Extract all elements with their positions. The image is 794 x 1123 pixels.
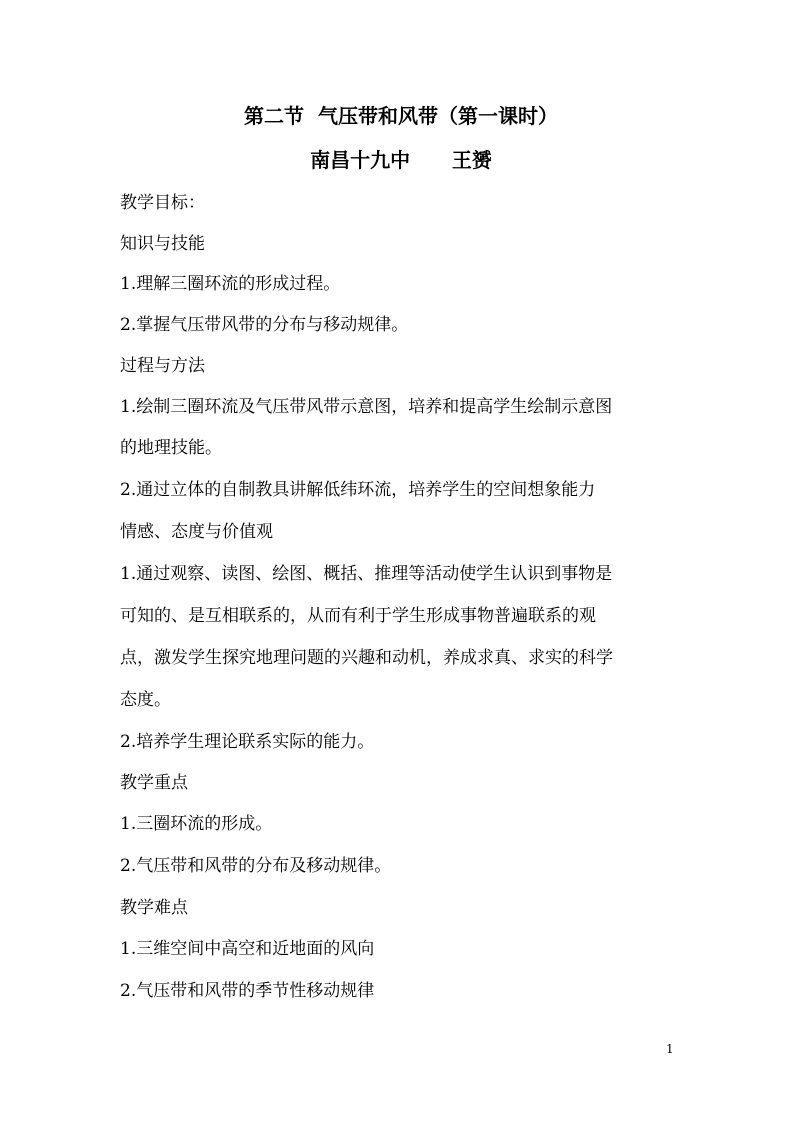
list-item: 1.通过观察、读图、绘图、概括、推理等活动使学生认识到事物是: [120, 564, 613, 584]
list-item: 2.掌握气压带风带的分布与移动规律。: [120, 315, 409, 335]
section-heading-teaching-objectives: 教学目标：: [120, 193, 205, 213]
list-item-continuation: 的地理技能。: [120, 438, 222, 458]
section-heading-teaching-focus: 教学重点: [120, 773, 188, 793]
subheading-knowledge-skills: 知识与技能: [120, 234, 205, 254]
list-item: 1.绘制三圈环流及气压带风带示意图，培养和提高学生绘制示意图: [120, 397, 613, 417]
list-item: 2.培养学生理论联系实际的能力。: [120, 732, 375, 752]
list-item-continuation: 可知的、是互相联系的，从而有利于学生形成事物普遍联系的观: [120, 606, 596, 626]
list-item-continuation: 点，激发学生探究地理问题的兴趣和动机，养成求真、求实的科学: [120, 648, 613, 668]
subheading-emotion-attitude-values: 情感、态度与价值观: [120, 522, 273, 542]
document-subtitle: 南昌十九中 王赟: [310, 148, 492, 172]
list-item: 2.气压带和风带的分布及移动规律。: [120, 856, 392, 876]
subheading-process-methods: 过程与方法: [120, 356, 205, 376]
list-item-continuation: 态度。: [120, 690, 171, 710]
list-item: 1.理解三圈环流的形成过程。: [120, 274, 341, 294]
list-item: 1.三圈环流的形成。: [120, 814, 273, 834]
list-item: 1.三维空间中高空和近地面的风向: [120, 939, 375, 959]
document-title: 第二节 气压带和风带（第一课时）: [244, 104, 558, 128]
section-heading-teaching-difficulties: 教学难点: [120, 898, 188, 918]
list-item: 2.气压带和风带的季节性移动规律: [120, 981, 375, 1001]
page-number: 1: [666, 1042, 674, 1056]
list-item: 2.通过立体的自制教具讲解低纬环流，培养学生的空间想象能力: [120, 480, 596, 500]
